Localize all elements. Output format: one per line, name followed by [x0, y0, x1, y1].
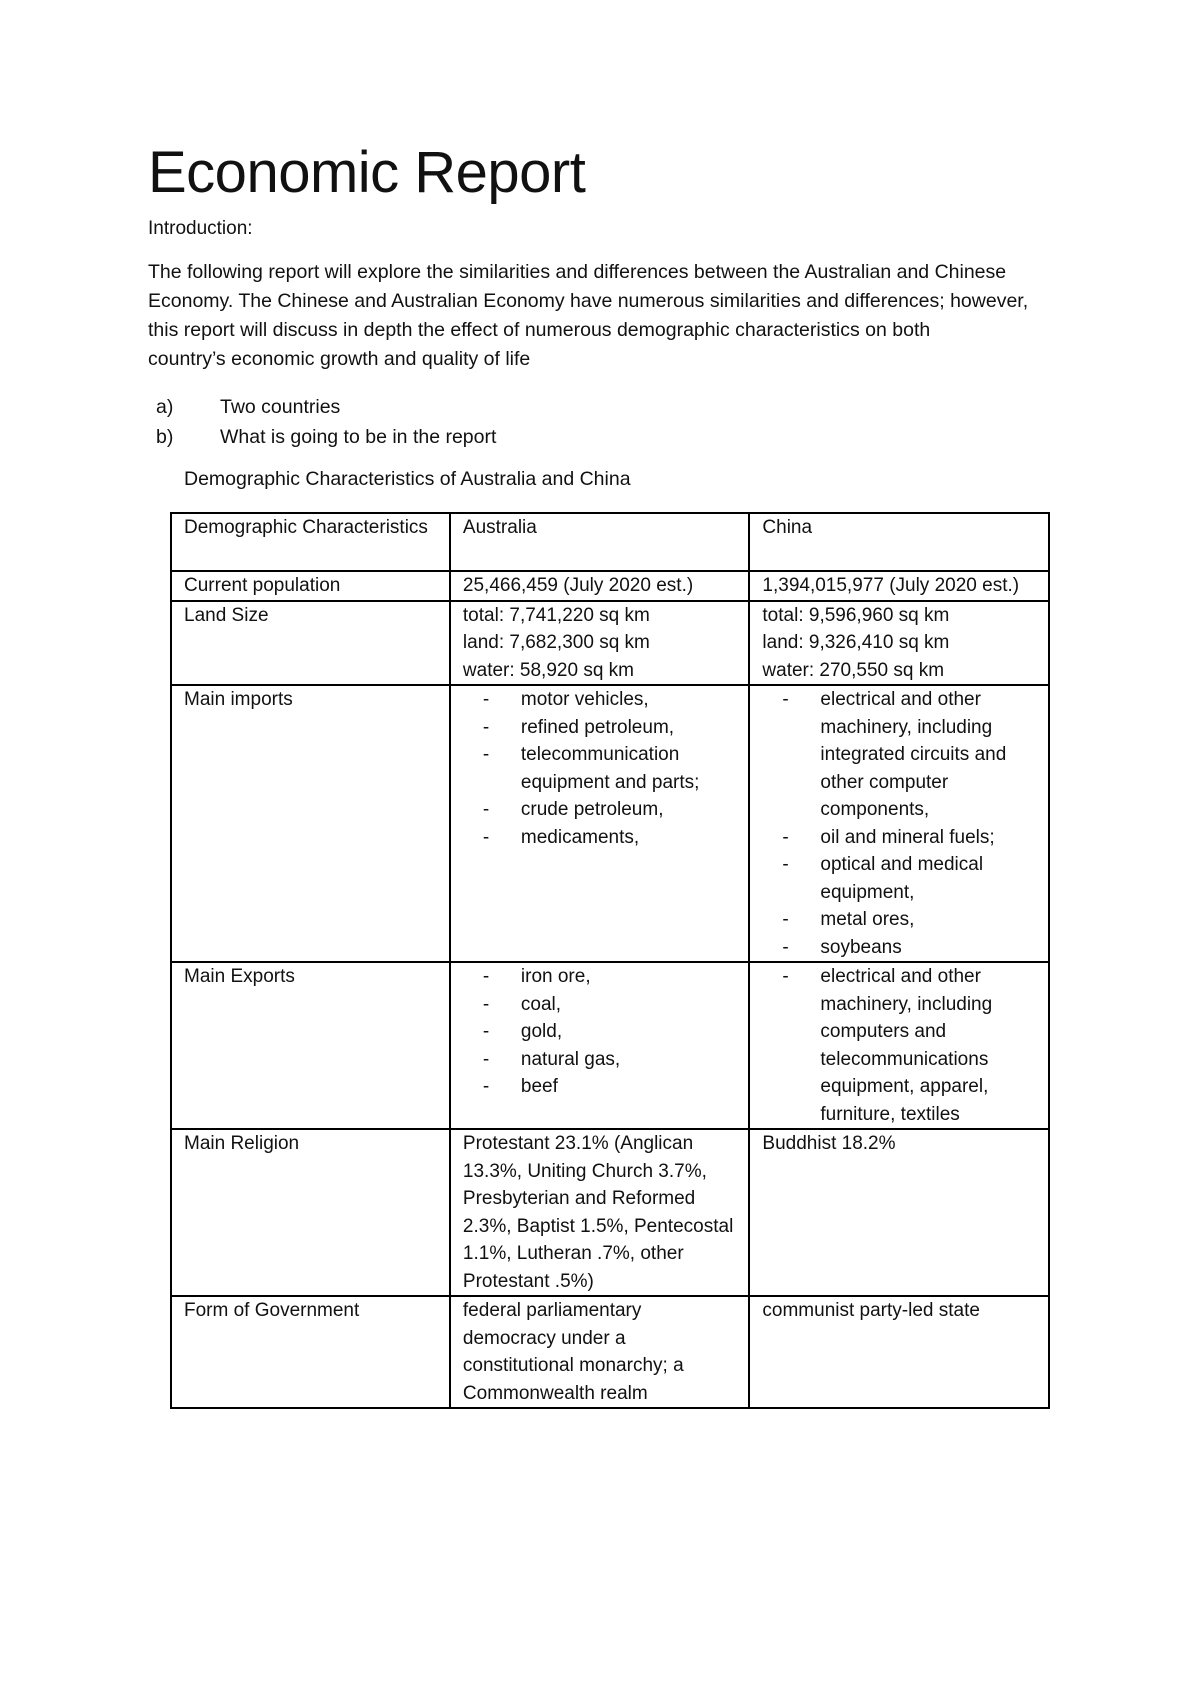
- list-item: - medicaments,: [521, 824, 739, 852]
- dash-list: [762, 686, 1038, 961]
- cell-line: water: 270,550 sq km: [762, 659, 945, 681]
- table-header-row: [171, 513, 1049, 571]
- cell-line: total: 9,596,960 sq km: [762, 604, 950, 626]
- table-row: [171, 962, 1049, 1129]
- china-cell: [749, 962, 1049, 1129]
- row-label: Main Exports: [171, 962, 450, 1129]
- list-item: - oil and mineral fuels;: [820, 824, 1038, 852]
- china-cell: [749, 601, 1049, 686]
- australia-cell: 25,466,459 (July 2020 est.): [450, 571, 750, 601]
- row-label: Main Religion: [171, 1129, 450, 1296]
- outline-item: [156, 392, 496, 422]
- row-label: Main imports: [171, 685, 450, 962]
- row-label: Land Size: [171, 601, 450, 686]
- australia-cell: [450, 601, 750, 686]
- outline-item: [156, 422, 496, 452]
- intro-line: country’s economic growth and quality of life: [148, 348, 531, 370]
- outline-text: What is going to be in the report: [220, 426, 497, 448]
- table-caption: Demographic Characteristics of Australia and China: [184, 468, 631, 490]
- china-cell: Buddhist 18.2%: [749, 1129, 1049, 1296]
- dash-list: [463, 963, 739, 1101]
- intro-line: The following report will explore the similarities and differences between the Australian and Chinese: [148, 261, 1007, 283]
- cell-line: land: 7,682,300 sq km: [462, 632, 650, 653]
- australia-cell: Protestant 23.1% (Anglican 13.3%, Uniting Church 3.7%, Presbyterian and Reformed 2.3%, Baptist 1.5%, Pentecostal 1.1%, Lutheran .7%, other Protestant .5%): [450, 1129, 750, 1296]
- intro-paragraph: [148, 258, 1078, 374]
- list-item: - coal,: [521, 991, 739, 1019]
- list-item: - electrical and other machinery, including integrated circuits and other computer components,: [820, 686, 1038, 824]
- table-row: [171, 601, 1049, 686]
- dash-list: [762, 963, 1038, 1128]
- dash-list: [463, 686, 739, 851]
- china-cell: 1,394,015,977 (July 2020 est.): [749, 571, 1049, 601]
- outline-text: Two countries: [220, 396, 341, 418]
- cell-line: land: 9,326,410 sq km: [762, 632, 950, 653]
- list-item: - metal ores,: [820, 906, 1038, 934]
- header-cell: China: [749, 513, 1049, 571]
- table-row: [171, 685, 1049, 962]
- cell-line: water: 58,920 sq km: [462, 659, 634, 681]
- outline-list: [156, 392, 496, 452]
- list-item: - electrical and other machinery, including computers and telecommunications equipment, apparel, furniture, textiles: [820, 963, 1038, 1128]
- list-item: - telecommunication equipment and parts;: [521, 741, 739, 796]
- header-cell: Australia: [450, 513, 750, 571]
- list-item: - natural gas,: [521, 1046, 739, 1074]
- australia-cell: federal parliamentary democracy under a constitutional monarchy; a Commonwealth realm: [450, 1296, 750, 1408]
- table-row: [171, 1296, 1049, 1408]
- intro-heading: Introduction:: [148, 218, 253, 239]
- row-label: Form of Government: [171, 1296, 450, 1408]
- row-label: Current population: [171, 571, 450, 601]
- table-row: [171, 1129, 1049, 1296]
- table-row: [171, 571, 1049, 601]
- list-item: - optical and medical equipment,: [820, 851, 1038, 906]
- china-cell: [749, 685, 1049, 962]
- intro-line: this report will discuss in depth the effect of numerous demographic characteristics on both: [148, 319, 931, 341]
- outline-marker: a): [156, 396, 174, 418]
- intro-line: Economy. The Chinese and Australian Economy have numerous similarities and differences; however,: [148, 290, 1029, 312]
- list-item: - beef: [521, 1073, 739, 1101]
- list-item: - iron ore,: [521, 963, 739, 991]
- australia-cell: [450, 685, 750, 962]
- header-cell: Demographic Characteristics: [171, 513, 450, 571]
- page-title: Economic Report: [148, 140, 586, 205]
- list-item: - motor vehicles,: [521, 686, 739, 714]
- list-item: - gold,: [521, 1018, 739, 1046]
- list-item: - crude petroleum,: [521, 796, 739, 824]
- list-item: - refined petroleum,: [521, 714, 739, 742]
- australia-cell: [450, 962, 750, 1129]
- demographics-table: [170, 512, 1050, 1409]
- china-cell: communist party-led state: [749, 1296, 1049, 1408]
- cell-line: total: 7,741,220 sq km: [462, 604, 650, 626]
- outline-marker: b): [156, 426, 174, 448]
- list-item: - soybeans: [820, 934, 1038, 962]
